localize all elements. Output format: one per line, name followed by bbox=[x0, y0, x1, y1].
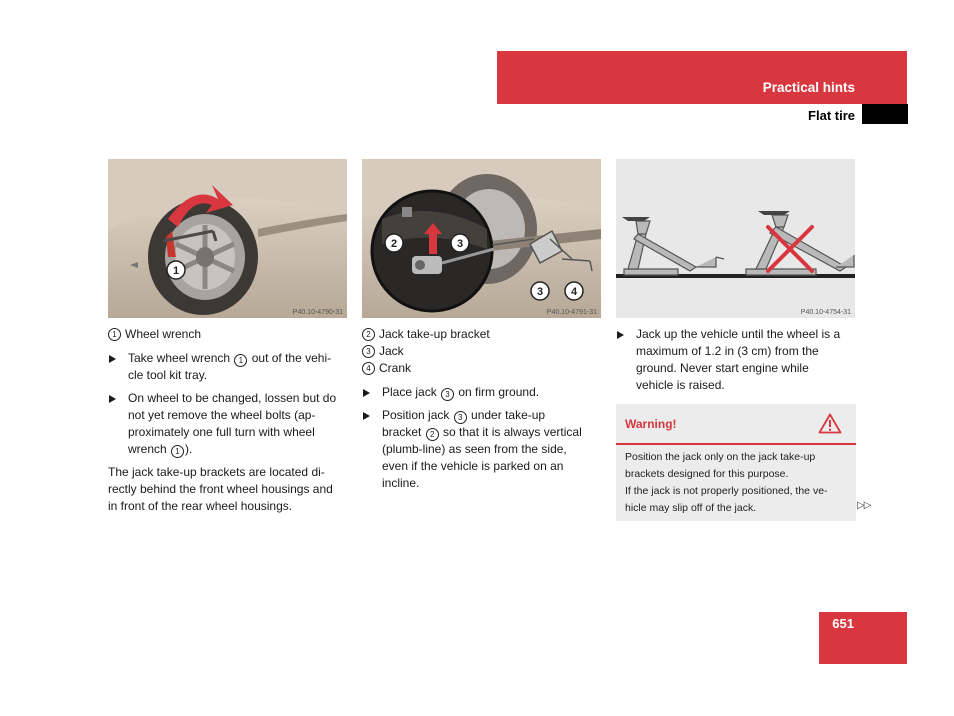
callout-number: 3 bbox=[441, 388, 454, 401]
wheel-wrench-illustration bbox=[108, 159, 347, 318]
warning-label: Warning! bbox=[625, 417, 677, 431]
figure-jack-positions bbox=[616, 159, 855, 318]
figure2-callout-3a: 3 bbox=[456, 238, 464, 250]
figure3-code: P40.10-4754-31 bbox=[800, 309, 851, 316]
legend-item bbox=[108, 326, 348, 343]
subsection-title: Flat tire bbox=[808, 108, 855, 123]
column-3 bbox=[616, 326, 856, 394]
step-text: On wheel to be changed, lossen but do not yet remove the wheel bolts (ap- proximately one full turn with wheel wrench bbox=[128, 391, 337, 456]
legend-item bbox=[362, 326, 602, 343]
header-band bbox=[497, 51, 907, 104]
warning-text: Position the jack only on the jack take-up brackets designed for this purpose. If the jack is not properly positioned, the ve- hicle may slip off of the jack. bbox=[625, 451, 828, 514]
body-paragraph: The jack take-up brackets are located di- rectly behind the front wheel housings and in front of the rear wheel housings. bbox=[108, 465, 333, 513]
legend-text: Jack bbox=[379, 344, 404, 358]
step-text: ). bbox=[185, 442, 193, 456]
callout-number: 2 bbox=[362, 328, 375, 341]
step-text: under take-up bracket bbox=[382, 408, 546, 439]
legend-item bbox=[362, 360, 602, 377]
continued-mark: ▷▷ bbox=[857, 500, 871, 511]
step-text: Position jack bbox=[382, 408, 453, 422]
figure2-callout-4: 4 bbox=[570, 286, 578, 298]
column-2 bbox=[362, 326, 602, 492]
column-1 bbox=[108, 326, 348, 515]
bullet-arrow-icon bbox=[109, 355, 116, 363]
callout-number: 1 bbox=[171, 445, 184, 458]
warning-header bbox=[616, 404, 856, 445]
legend-text: Crank bbox=[379, 361, 412, 375]
bullet-arrow-icon bbox=[363, 412, 370, 420]
warning-triangle-icon bbox=[818, 413, 842, 434]
step-text: Jack up the vehicle until the wheel is a maximum of 1.2 in (3 cm) from the ground. Never start engine while vehicle is raised. bbox=[636, 327, 841, 392]
bullet-arrow-icon bbox=[109, 395, 116, 403]
instruction-step bbox=[108, 350, 348, 384]
figure2-callout-3b: 3 bbox=[536, 286, 544, 298]
figure-wheel-wrench bbox=[108, 159, 347, 318]
figure1-callout-1: 1 bbox=[172, 265, 180, 277]
figure1-code: P40.10-4790-31 bbox=[292, 309, 343, 316]
figure-jack-bracket bbox=[362, 159, 601, 318]
subsection-tab bbox=[862, 104, 908, 124]
step-text: Place jack bbox=[382, 385, 441, 399]
step-text: so that it is always vertical (plumb-line) as seen from the side, even if the vehicle is parked on an incline. bbox=[382, 425, 582, 490]
instruction-step bbox=[616, 326, 856, 394]
jack-bracket-illustration bbox=[362, 159, 601, 318]
page-number: 651 bbox=[832, 616, 854, 631]
instruction-step bbox=[108, 390, 348, 458]
instruction-step bbox=[362, 384, 602, 401]
legend-item bbox=[362, 343, 602, 360]
step-text: Take wheel wrench bbox=[128, 351, 234, 365]
callout-number: 1 bbox=[108, 328, 121, 341]
callout-number: 3 bbox=[362, 345, 375, 358]
callout-number: 4 bbox=[362, 362, 375, 375]
step-text: on firm ground. bbox=[455, 385, 540, 399]
callout-number: 3 bbox=[454, 411, 467, 424]
callout-number: 2 bbox=[426, 428, 439, 441]
instruction-step bbox=[362, 407, 602, 492]
section-title: Practical hints bbox=[762, 80, 855, 95]
bullet-arrow-icon bbox=[617, 331, 624, 339]
figure2-code: P40.10-4791-31 bbox=[546, 309, 597, 316]
callout-number: 1 bbox=[234, 354, 247, 367]
legend-text: Wheel wrench bbox=[125, 327, 202, 341]
step-text: out of the vehi- cle tool kit tray. bbox=[128, 351, 332, 382]
bullet-arrow-icon bbox=[363, 389, 370, 397]
warning-box bbox=[616, 404, 856, 521]
legend-text: Jack take-up bracket bbox=[379, 327, 490, 341]
jack-positions-illustration bbox=[616, 159, 855, 318]
figure2-callout-2: 2 bbox=[390, 238, 398, 250]
